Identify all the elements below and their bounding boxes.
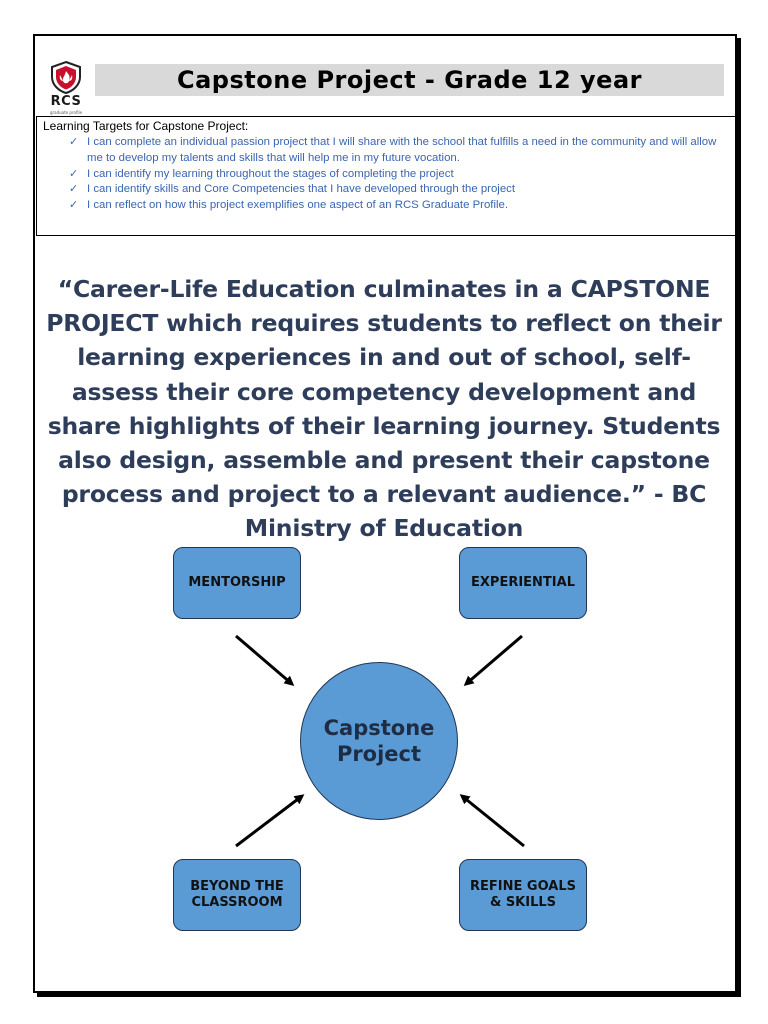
checkmark-icon: ✓ bbox=[69, 136, 79, 148]
box-experiential-label: EXPERIENTIAL bbox=[471, 575, 575, 590]
box-beyond-label-line2: CLASSROOM bbox=[191, 895, 283, 910]
logo-text: RCS bbox=[50, 94, 82, 109]
title-bar bbox=[95, 64, 724, 96]
learning-target-item bbox=[69, 198, 731, 214]
logo-subtext: graduate profile bbox=[49, 110, 83, 115]
box-mentorship bbox=[173, 547, 301, 619]
checkmark-icon: ✓ bbox=[69, 199, 79, 212]
page-title: Capstone Project - Grade 12 year bbox=[177, 66, 642, 94]
box-refine-goals-skills bbox=[459, 859, 587, 931]
shield-flame-icon bbox=[46, 60, 86, 94]
box-experiential bbox=[459, 547, 587, 619]
learning-target-item bbox=[69, 182, 731, 198]
checkmark-icon: ✓ bbox=[69, 167, 79, 180]
box-beyond-the-classroom bbox=[173, 859, 301, 931]
box-mentorship-label: MENTORSHIP bbox=[188, 575, 286, 590]
learning-target-item bbox=[69, 135, 731, 167]
learning-targets-box bbox=[36, 116, 738, 236]
circle-label-line1: Capstone bbox=[323, 716, 435, 740]
learning-target-text: I can reflect on how this project exemplifies one aspect of an RCS Graduate Profile. bbox=[87, 199, 509, 212]
box-beyond-label-line1: BEYOND THE bbox=[190, 879, 284, 894]
learning-targets-heading: Learning Targets for Capstone Project: bbox=[43, 119, 249, 133]
circle-label-line2: Project bbox=[336, 742, 422, 766]
rcs-logo bbox=[46, 60, 86, 118]
checkmark-icon: ✓ bbox=[69, 183, 79, 196]
learning-target-text: I can identify skills and Core Competencies that I have developed through the project bbox=[87, 183, 516, 196]
box-refine-label-line1: REFINE GOALS bbox=[470, 879, 576, 894]
learning-targets-list bbox=[43, 135, 731, 214]
ministry-quote: “Career-Life Education culminates in a CAPSTONE PROJECT which requires students to reflect on their learning experiences in and out of school, self-assess their core competency development and share highlights of their learning journey. Students also design, assemble and present their capstone process and project to a relevant audience.” - BC Ministry of Education bbox=[46, 275, 722, 543]
box-refine-label-line2: & SKILLS bbox=[489, 895, 557, 910]
capstone-project-circle bbox=[300, 662, 458, 820]
learning-target-text: I can identify my learning throughout the stages of completing the project bbox=[87, 167, 454, 180]
learning-target-item bbox=[69, 167, 731, 183]
learning-target-text: I can complete an individual passion project that I will share with the school that fulfills a need in the community and will allow me to develop my talents and skills that will help me in my future vocation. bbox=[87, 136, 717, 164]
